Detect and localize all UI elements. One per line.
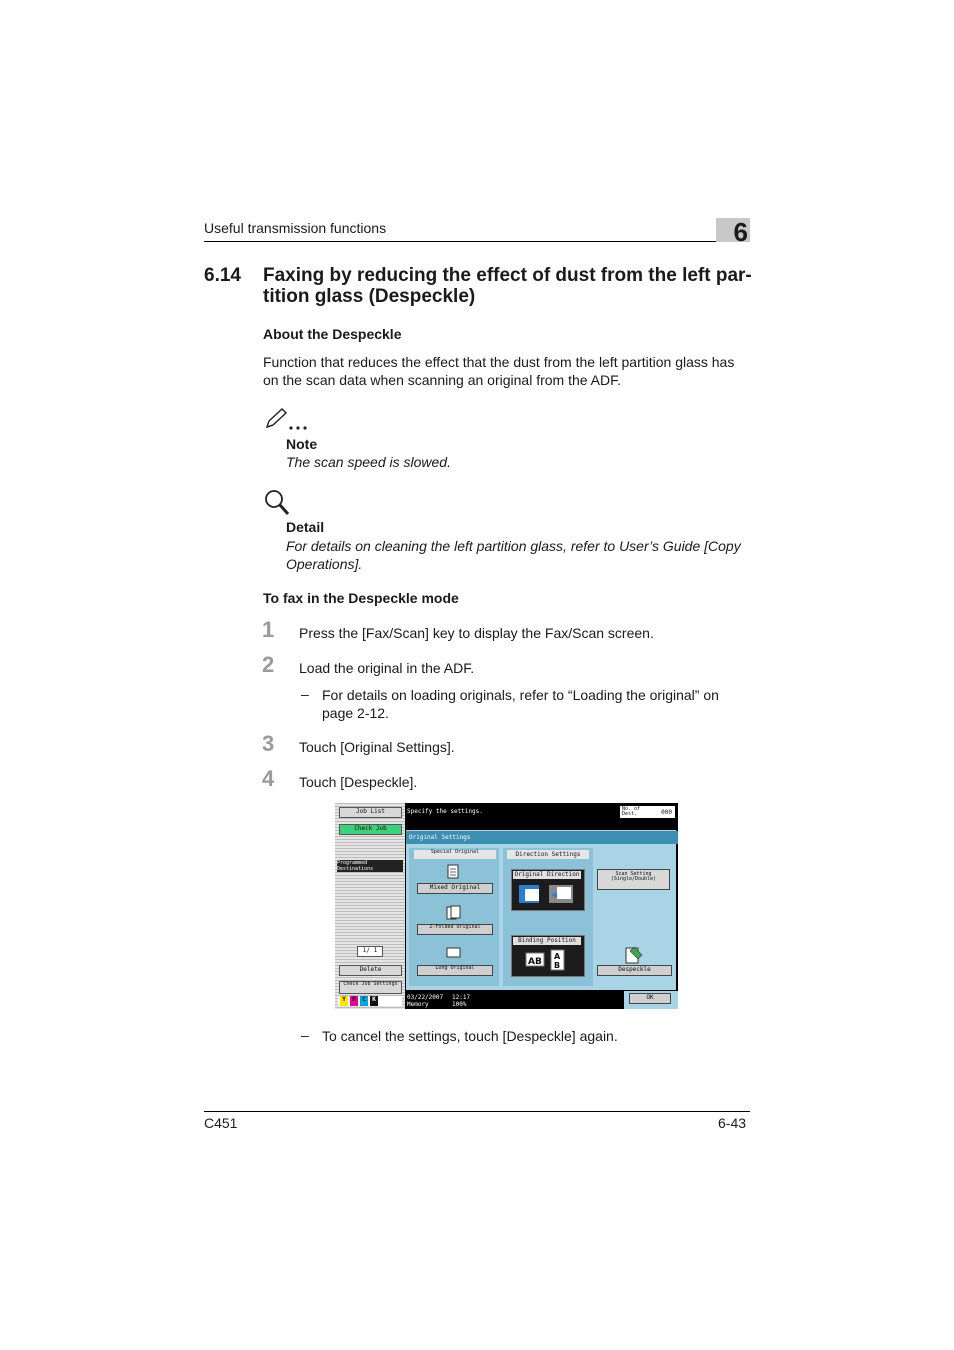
note-label: Note	[286, 436, 318, 452]
procedure-heading: To fax in the Despeckle mode	[263, 590, 459, 606]
destination-counter	[620, 806, 675, 818]
detail-label: Detail	[286, 519, 325, 535]
memory-value: 100%	[452, 1001, 467, 1008]
after-note: To cancel the settings, touch [Despeckle] again.	[322, 1028, 618, 1044]
magnifier-detail-icon	[264, 489, 290, 517]
toner-k: K	[370, 996, 378, 1006]
detail-text: For details on cleaning the left partition glass, refer to User’s Guide [Copy Operations].	[286, 538, 741, 572]
date: 03/22/2007	[407, 994, 444, 1001]
step-number: 4	[262, 766, 275, 791]
direction-settings-label: Direction Settings	[507, 850, 589, 859]
dest-label: No. of Dest.	[622, 806, 641, 817]
despeckle-icon	[624, 945, 644, 965]
page-indicator: 1/ 1	[357, 946, 383, 957]
footer-rule	[204, 1111, 750, 1112]
mixed-original-button[interactable]: Mixed Original	[417, 883, 493, 894]
section-number: 6.14	[204, 265, 241, 286]
footer-page-number: 6-43	[718, 1115, 747, 1131]
header-rule	[204, 241, 750, 242]
svg-text:AB: AB	[528, 957, 542, 967]
check-job-button[interactable]: Check Job	[339, 824, 402, 835]
binding-position-icon	[525, 949, 573, 971]
dest-count: 000	[661, 809, 672, 816]
toner-indicator	[338, 996, 402, 1006]
section-title: Faxing by reducing the effect of dust from the left par- tition glass (Despeckle)	[263, 265, 752, 307]
footer-model: C451	[204, 1115, 238, 1131]
scan-setting-button[interactable]: Scan Setting (Single/Double)	[597, 869, 670, 890]
document-icon	[446, 864, 460, 880]
step-number: 3	[262, 731, 275, 756]
original-direction-label: Original Direction	[514, 871, 580, 878]
programmed-destinations-label[interactable]: Programmed Destinations	[337, 860, 403, 872]
z-folded-original-button[interactable]: Z-Folded Original	[417, 924, 493, 935]
time: 12:17	[452, 994, 471, 1001]
control-panel-screenshot	[335, 803, 678, 1009]
job-list-button[interactable]: Job List	[339, 807, 402, 818]
list-dash: –	[301, 686, 309, 702]
original-direction-icon	[517, 882, 579, 906]
chapter-number: 6	[716, 218, 750, 242]
step-text: Touch [Original Settings].	[299, 739, 455, 755]
delete-button[interactable]: Delete	[339, 965, 402, 976]
step-subtext: For details on loading originals, refer to “Loading the original” on page 2-12.	[322, 687, 719, 721]
running-header: Useful transmission functions	[204, 220, 387, 236]
long-original-button[interactable]: Long Original	[417, 965, 493, 976]
step-text: Load the original in the ADF.	[299, 660, 475, 676]
step-number: 1	[262, 617, 275, 642]
tab-original-settings[interactable]: Original Settings	[406, 831, 678, 844]
step-text: Touch [Despeckle].	[299, 774, 418, 790]
toner-m: M	[350, 996, 358, 1006]
special-original-label: Special Original	[414, 850, 496, 859]
toner-y: Y	[340, 996, 348, 1006]
z-folded-icon	[446, 905, 462, 921]
binding-position-label: Binding Position	[513, 937, 581, 945]
toner-c: C	[360, 996, 368, 1006]
despeckle-button[interactable]: Despeckle	[597, 965, 672, 976]
pencil-note-icon	[264, 406, 310, 432]
message-text: Specify the settings.	[407, 808, 483, 815]
check-job-settings-button[interactable]: Check Job Settings	[339, 981, 402, 994]
about-text: Function that reduces the effect that the dust from the left partition glass has on the scan data when scanning an original from the ADF.	[263, 354, 735, 388]
note-text: The scan speed is slowed.	[286, 454, 451, 470]
svg-text:A: A	[554, 952, 561, 961]
svg-text:B: B	[554, 961, 561, 970]
list-dash: –	[301, 1027, 309, 1043]
about-heading: About the Despeckle	[263, 326, 402, 342]
step-number: 2	[262, 652, 275, 677]
long-original-icon	[446, 946, 462, 960]
memory-label: Memory	[407, 1001, 429, 1008]
step-text: Press the [Fax/Scan] key to display the Fax/Scan screen.	[299, 625, 654, 641]
ok-button[interactable]: OK	[629, 993, 671, 1004]
